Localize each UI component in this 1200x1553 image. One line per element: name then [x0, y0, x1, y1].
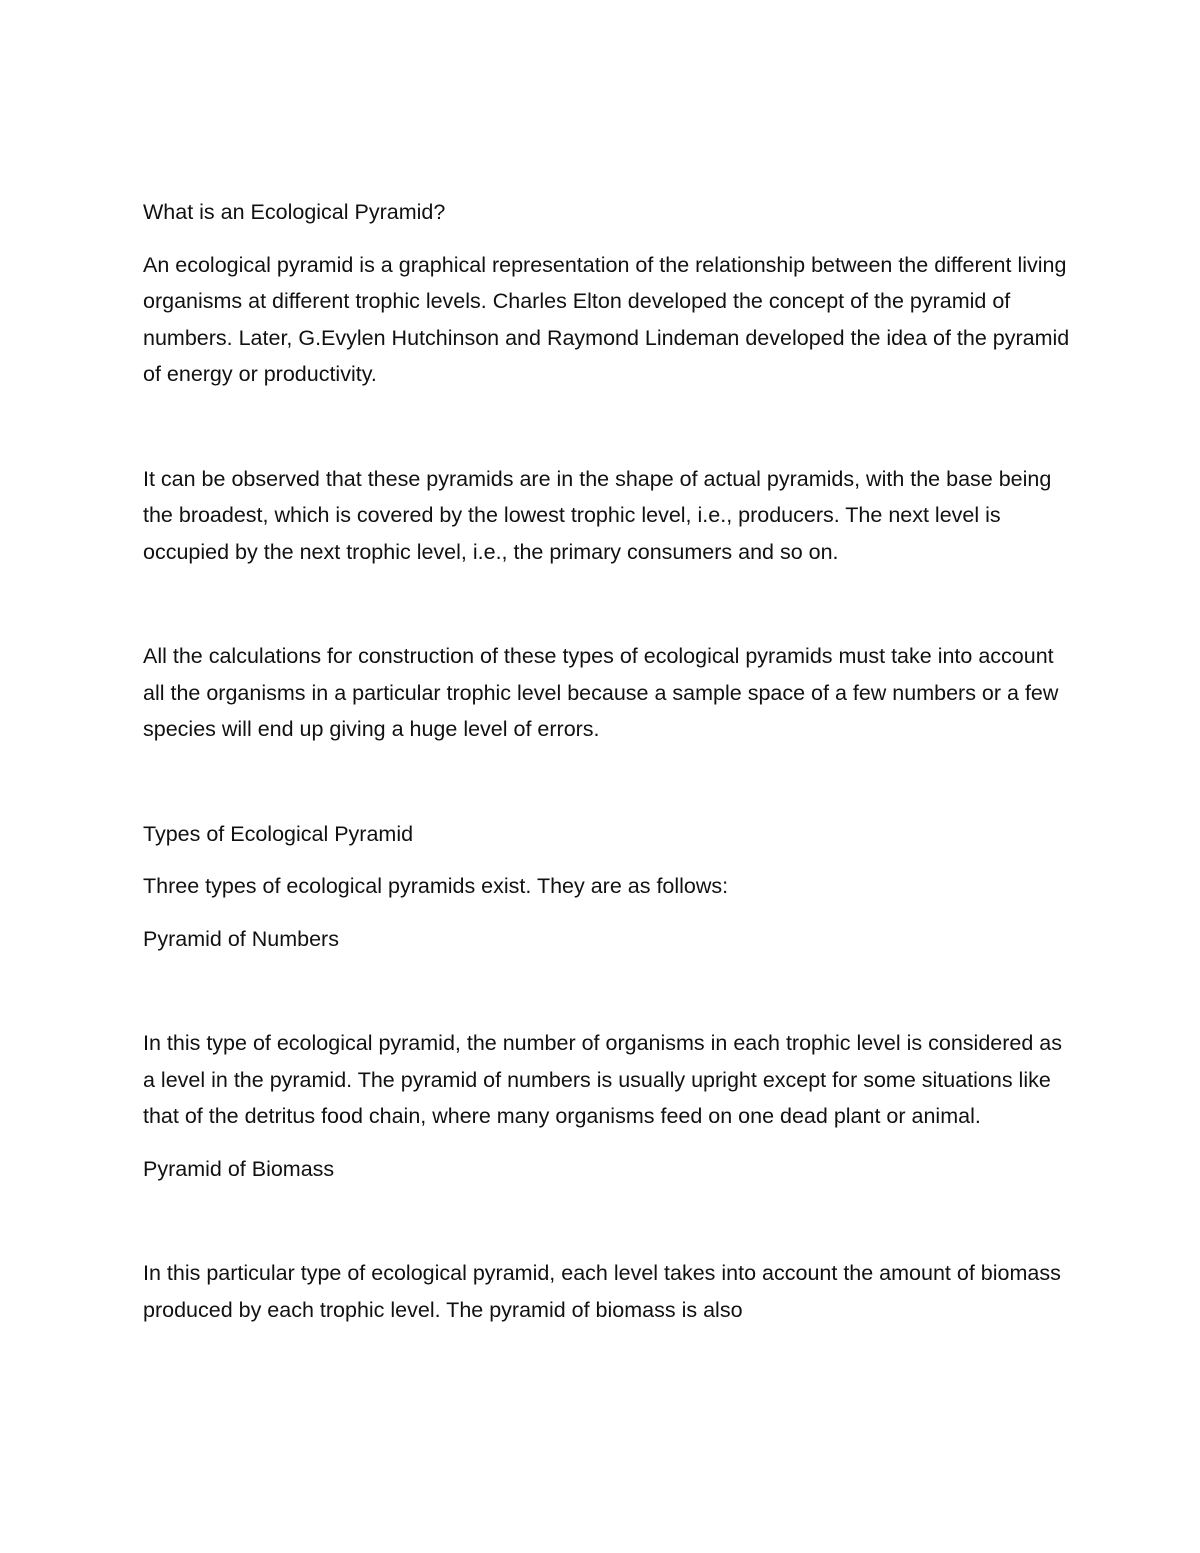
- subheading-pyramid-of-numbers: Pyramid of Numbers: [143, 926, 339, 951]
- paragraph-types-intro: Three types of ecological pyramids exist. They are as follows:: [143, 874, 729, 898]
- paragraph-pyramid-of-numbers: In this type of ecological pyramid, the number of organisms in each trophic level is considered as a level in the pyramid. The pyramid of numbers is usually upright except for some situations like that of the detritus food chain, where many organisms feed on one dead plant or animal.: [143, 1031, 1062, 1128]
- paragraph-definition: An ecological pyramid is a graphical representation of the relationship between the different living organisms at different trophic levels. Charles Elton developed the concept of the pyramid of numbers. Later, G.Evylen Hutchinson and Raymond Lindeman developed the idea of the pyramid of energy or productivity.: [143, 252, 1070, 386]
- paragraph-shape: It can be observed that these pyramids are in the shape of actual pyramids, with the base being the broadest, which is covered by the lowest trophic level, i.e., producers. The next level is occupied by the next trophic level, i.e., the primary consumers and so on.: [143, 466, 1052, 564]
- heading-what-is-ecological-pyramid: What is an Ecological Pyramid?: [143, 200, 446, 224]
- document-body: [143, 194, 1073, 1328]
- subheading-pyramid-of-biomass: Pyramid of Biomass: [143, 1156, 335, 1181]
- paragraph-pyramid-of-biomass: In this particular type of ecological pyramid, each level takes into account the amount of biomass produced by each trophic level. The pyramid of biomass is also: [143, 1261, 1061, 1322]
- heading-types: Types of Ecological Pyramid: [143, 821, 414, 846]
- paragraph-calculations: All the calculations for construction of these types of ecological pyramids must take into account all the organisms in a particular trophic level because a sample space of a few numbers or a few species will end up giving a huge level of errors.: [143, 644, 1059, 741]
